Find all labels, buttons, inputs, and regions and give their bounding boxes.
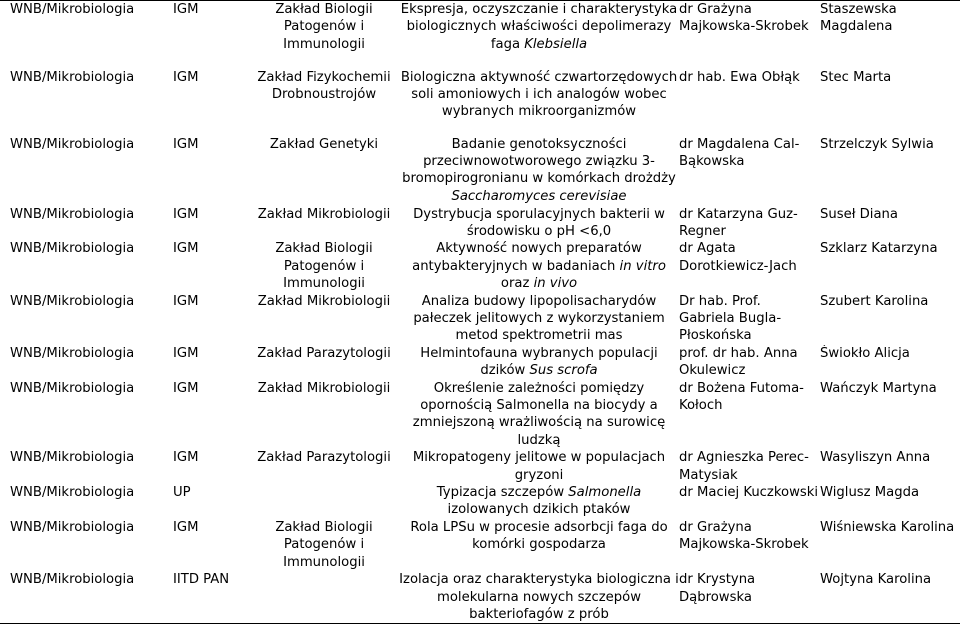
institute-cell: IGM <box>173 293 199 309</box>
topic-segment: Rola LPSu w procesie adsorbcji faga do komórki gospodarza <box>410 520 668 553</box>
student-cell: Szklarz Katarzyna <box>820 241 938 257</box>
topic-cell <box>399 571 679 624</box>
department-cell <box>249 571 399 624</box>
department-cell: Zakład Parazytologii <box>257 345 391 361</box>
faculty-cell: WNB/Mikrobiologia <box>10 572 135 588</box>
topic-segment: Sus scrofa <box>529 363 598 379</box>
topic-cell <box>399 206 679 241</box>
department-cell: Zakład Mikrobiologii <box>257 380 391 396</box>
student-cell: Suseł Diana <box>820 206 898 222</box>
institute-cell: IGM <box>173 2 199 17</box>
table-row <box>0 484 960 519</box>
faculty-cell: WNB/Mikrobiologia <box>10 293 135 309</box>
topic-segment: Analiza budowy lipopolisacharydów pałeczek jelitowych z wykorzystaniem metod spektrometrii mas <box>413 293 665 344</box>
department-cell: Zakład Biologii Patogenów i Immunologii <box>275 241 373 292</box>
department-cell: Zakład Parazytologii <box>257 450 391 466</box>
supervisor-cell: dr Agnieszka Perec-Matysiak <box>679 450 809 483</box>
topic-cell <box>399 136 679 206</box>
faculty-cell: WNB/Mikrobiologia <box>10 485 135 500</box>
institute-cell: IGM <box>173 206 199 222</box>
student-cell: Szubert Karolina <box>820 293 929 309</box>
department-cell: Zakład Genetyki <box>269 136 379 152</box>
institute-cell: IGM <box>173 380 199 396</box>
topic-cell <box>399 484 679 519</box>
faculty-cell: WNB/Mikrobiologia <box>10 345 135 361</box>
supervisor-cell: dr Maciej Kuczkowski <box>679 485 819 500</box>
topic-segment: Typizacja szczepów <box>436 485 569 500</box>
student-cell: Świokło Alicja <box>820 345 910 361</box>
supervisor-cell: dr Krystyna Dąbrowska <box>679 572 756 605</box>
topic-segment: Salmonella <box>568 485 642 500</box>
student-cell: Stec Marta <box>820 69 892 85</box>
supervisor-cell: dr Grażyna Majkowska-Skrobek <box>679 520 809 553</box>
faculty-cell: WNB/Mikrobiologia <box>10 520 135 535</box>
table-row <box>0 136 960 206</box>
topic-cell <box>399 519 679 571</box>
supervisor-cell: Dr hab. Prof. Gabriela Bugla-Płoskońska <box>679 293 782 344</box>
topic-segment: izolowanych dzikich ptaków <box>447 502 631 518</box>
topic-cell <box>399 345 679 380</box>
table-row <box>0 1 960 69</box>
faculty-cell: WNB/Mikrobiologia <box>10 380 135 396</box>
supervisor-cell: dr hab. Ewa Obłąk <box>679 69 800 85</box>
faculty-cell: WNB/Mikrobiologia <box>10 2 135 17</box>
institute-cell: IGM <box>173 241 199 257</box>
topic-segment: Izolacja oraz charakterystyka biologiczna i molekularna nowych szczepów bakteriofagów z prób <box>399 572 679 623</box>
faculty-cell: WNB/Mikrobiologia <box>10 136 135 152</box>
topic-cell <box>399 293 679 345</box>
faculty-cell: WNB/Mikrobiologia <box>10 450 135 466</box>
department-cell: Zakład Fizykochemii Drobnoustrojów <box>257 69 391 102</box>
student-cell: Wojtyna Karolina <box>820 572 932 588</box>
topic-cell <box>399 240 679 292</box>
table-row <box>0 240 960 292</box>
topic-segment: Biologiczna aktywność czwartorzędowych soli amoniowych i ich analogów wobec wybranych mikroorganizmów <box>400 69 678 120</box>
institute-cell: IGM <box>173 69 199 85</box>
institute-cell: IGM <box>173 345 199 361</box>
table-row <box>0 449 960 484</box>
topic-segment: Saccharomyces cerevisiae <box>451 188 627 204</box>
topic-segment: Badanie genotoksyczności przeciwnowotworowego związku 3-bromopirogronianu w komórkach drożdży <box>402 136 676 187</box>
institute-cell: IITD PAN <box>173 572 230 588</box>
table-row <box>0 519 960 571</box>
department-cell: Zakład Mikrobiologii <box>257 206 391 222</box>
supervisor-cell: dr Agata Dorotkiewicz-Jach <box>679 241 797 274</box>
department-cell: Zakład Biologii Patogenów i Immunologii <box>275 2 373 52</box>
student-cell: Strzelczyk Sylwia <box>820 136 934 152</box>
institute-cell: IGM <box>173 520 199 535</box>
topic-segment: oraz <box>500 276 534 292</box>
student-cell: Wiśniewska Karolina <box>820 520 955 535</box>
topic-cell <box>399 69 679 136</box>
table-row <box>0 345 960 380</box>
topic-segment: Dystrybucja sporulacyjnych bakterii w środowisku o pH <6,0 <box>413 206 665 239</box>
topic-segment: Klebsiella <box>524 36 588 52</box>
topic-cell <box>399 449 679 484</box>
table-row <box>0 69 960 136</box>
supervisor-cell: dr Magdalena Cal-Bąkowska <box>679 136 800 169</box>
supervisor-cell: prof. dr hab. Anna Okulewicz <box>679 345 798 379</box>
table-row <box>0 571 960 624</box>
faculty-cell: WNB/Mikrobiologia <box>10 241 135 257</box>
topic-segment: in vitro <box>619 258 666 274</box>
topic-segment: Ekspresja, oczyszczanie i charakterystyka biologicznych właściwości depolimerazy faga <box>400 2 678 52</box>
table-row <box>0 380 960 450</box>
topic-segment: Określenie zależności pomiędzy opornością Salmonella na biocydy a zmniejszoną wrażliwością na surowicę ludzką <box>412 380 666 448</box>
table-row <box>0 293 960 345</box>
institute-cell: UP <box>173 485 191 500</box>
supervisor-cell: dr Bożena Futoma-Kołoch <box>679 380 804 413</box>
department-cell: Zakład Biologii Patogenów i Immunologii <box>275 520 373 570</box>
supervisor-cell: dr Katarzyna Guz-Regner <box>679 206 798 239</box>
department-cell <box>249 484 399 519</box>
faculty-cell: WNB/Mikrobiologia <box>10 69 135 85</box>
topic-segment: Aktywność nowych preparatów antybakteryjnych w badaniach <box>412 241 642 274</box>
department-cell: Zakład Mikrobiologii <box>257 293 391 309</box>
faculty-cell: WNB/Mikrobiologia <box>10 206 135 222</box>
topic-cell <box>399 1 679 69</box>
supervisor-cell: dr Grażyna Majkowska-Skrobek <box>679 2 809 35</box>
topic-segment: in vivo <box>533 276 578 292</box>
topic-segment: Mikropatogeny jelitowe w populacjach gryzoni <box>412 450 666 483</box>
table-row <box>0 206 960 241</box>
student-cell: Wańczyk Martyna <box>820 380 937 396</box>
student-cell: Wiglusz Magda <box>820 485 920 500</box>
student-cell: Staszewska Magdalena <box>820 2 897 35</box>
institute-cell: IGM <box>173 136 199 152</box>
student-cell: Wasyliszyn Anna <box>820 450 931 466</box>
topic-segment: Helmintofauna wybranych populacji dzików <box>420 345 658 379</box>
institute-cell: IGM <box>173 450 199 466</box>
topic-cell <box>399 380 679 450</box>
